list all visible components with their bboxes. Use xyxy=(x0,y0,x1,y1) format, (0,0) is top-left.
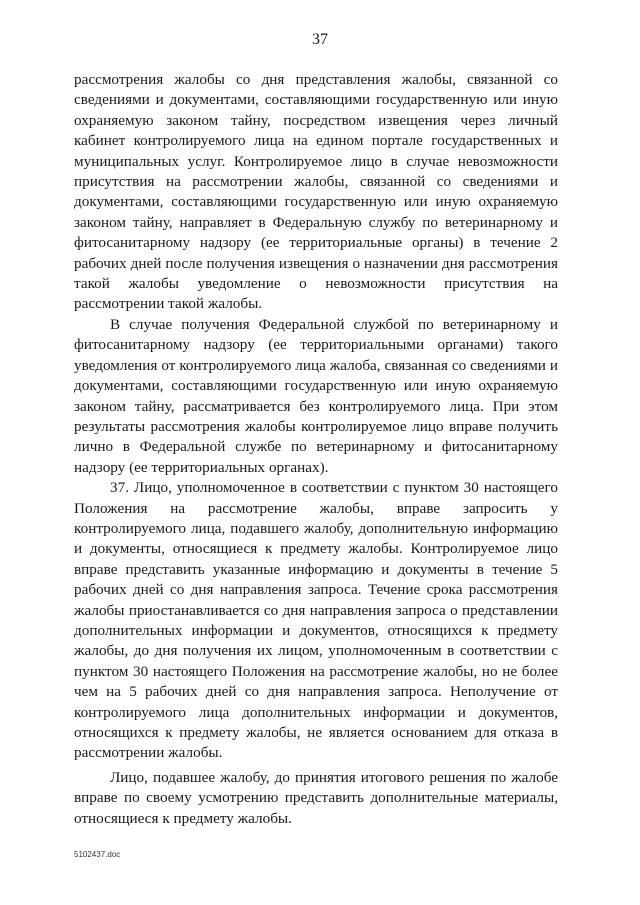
paragraph-additional-materials: Лицо, подавшее жалобу, до принятия итогового решения по жалобе вправе по своему усмотрению представить дополнительные материалы, относящиеся к предмету жалобы. xyxy=(74,768,558,827)
paragraph-notification-received: В случае получения Федеральной службой по ветеринарному и фитосанитарному надзору (ее территориальными органами) такого уведомления от контролируемого лица жалоба, связанная со сведениями и документами, составляющими государственную или иную охраняемую законом тайну, рассматривается без контролируемого лица. При этом результаты рассмотрения жалобы контролируемое лицо вправе получить лично в Федеральной службе по ветеринарному и фитосанитарному надзору (ее территориальных органах). xyxy=(74,315,558,476)
footer-document-code: 5102437.doc xyxy=(74,850,121,859)
paragraph-item-37: 37. Лицо, уполномоченное в соответствии с пунктом 30 настоящего Положения на рассмотрение жалобы, вправе запросить у контролируемого лица, подавшего жалобу, дополнительную информацию и документы, относящиеся к предмету жалобы. Контролируемое лицо вправе представить указанные информацию и документы в течение 5 рабочих дней со дня направления запроса. Течение срока рассмотрения жалобы приостанавливается со дня направления запроса о представлении дополнительных информации и документов, относящихся к предмету жалобы, до дня получения их лицом, уполномоченным в соответствии с пунктом 30 настоящего Положения на рассмотрение жалобы, но не более чем на 5 рабочих дней со дня направления запроса. Неполучение от контролируемого лица дополнительных информации и документов, относящихся к предмету жалобы, не является основанием для отказа в рассмотрении жалобы. xyxy=(74,479,558,762)
paragraph-continuation: рассмотрения жалобы со дня представления жалобы, связанной со сведениями и документами, составляющими государственную или иную охраняемую законом тайну, посредством извещения через личный кабинет контролируемого лица на едином портале государственных и муниципальных услуг. Контролируемое лицо в случае невозможности присутствия на рассмотрении жалобы, связанной со сведениями и документами, составляющими государственную или иную охраняемую законом тайну, направляет в Федеральную службу по ветеринарному и фитосанитарному надзору (ее территориальные органы) в течение 2 рабочих дней после получения извещения о назначении дня рассмотрения такой жалобы уведомление о невозможности присутствия на рассмотрении такой жалобы. xyxy=(74,71,558,313)
page-number: 37 xyxy=(312,31,328,48)
document-body xyxy=(74,70,558,829)
